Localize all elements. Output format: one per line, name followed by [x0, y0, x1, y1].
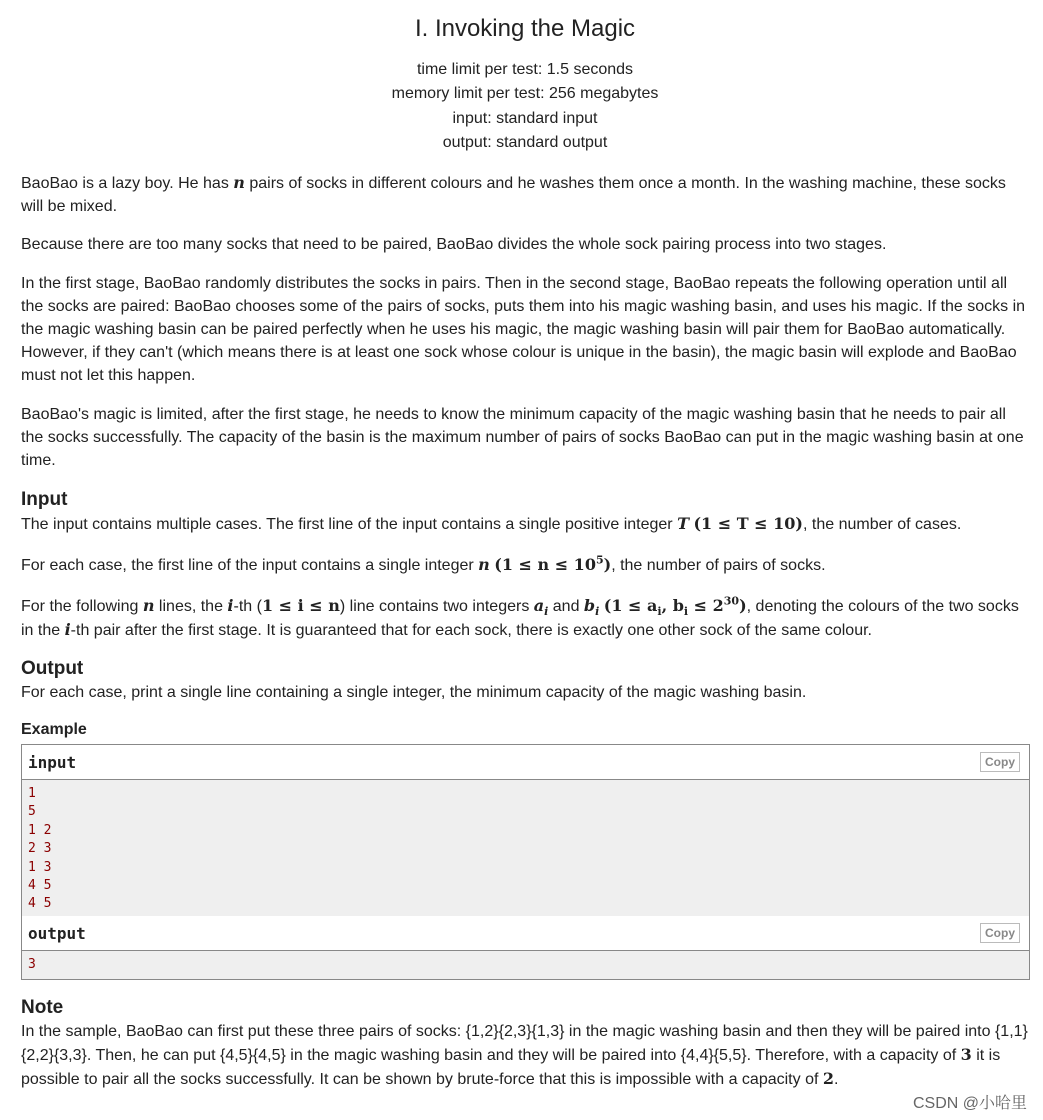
- input-paragraph-3: For the following n lines, the i-th (1 ≤ i ≤ n) line contains two integers $a_i$ and $b_i$ ($1 \le a_i$, $b_i \le 2^{30}$), denoting the colours of the two socks in the i-th pair after the first stage. It is guaranteed that for each sock, there is exactly one other sock of the same colour.: [21, 594, 1019, 639]
- statement-paragraph-1: BaoBao is a lazy boy. He has n pairs of socks in different colours and he washes them once a month. In the washing machine, these socks will be mixed.: [21, 173, 1006, 215]
- statement-paragraph-4: BaoBao's magic is limited, after the first stage, he needs to know the minimum capacity of the magic washing basin that he needs to pair all the socks successfully. The capacity of the basin is the maximum number of pairs of socks BaoBao can put in the magic washing basin at one time.: [21, 406, 1024, 469]
- problem-limits: [21, 58, 1029, 155]
- input-line: 2 3: [28, 841, 52, 857]
- copy-output-button[interactable]: Copy: [980, 923, 1020, 943]
- csdn-watermark: CSDN @小哈里: [912, 1095, 1027, 1112]
- output-section: [21, 657, 1029, 704]
- note-header: Note: [21, 997, 64, 1018]
- example-header: Example: [21, 721, 87, 738]
- input-line: 5: [28, 804, 36, 820]
- input-line: 1 3: [28, 859, 52, 875]
- output-text: For each case, print a single line containing a single integer, the minimum capacity of the magic washing basin.: [21, 684, 807, 701]
- input-spec: input: standard input: [452, 109, 598, 127]
- input-line: 4 5: [28, 896, 52, 912]
- input-paragraph-2: For each case, the first line of the input contains a single integer n $(1 \le n \le 10^5)$, the number of pairs of socks.: [21, 553, 826, 574]
- example-input-label: input: [28, 753, 77, 772]
- problem-title: I. Invoking the Magic: [414, 15, 636, 42]
- input-header: Input: [21, 489, 68, 510]
- output-line: 3: [28, 957, 36, 972]
- copy-input-button[interactable]: Copy: [980, 752, 1020, 772]
- note-section: Note In the sample, BaoBao can first put these three pairs of socks: {1,2}{2,3}{1,3} in the magic washing basin and then they will be paired into {1,1}{2,2}{3,3}. Then, he can put {4,5}{4,5} in the magic washing basin and they will be paired into {4,4}{5,5}. Therefore, with a capacity of 3 it is possible to pair all the socks successfully. It can be shown by brute-force that this is impossible with a capacity of 2.: [21, 997, 1028, 1088]
- example-output-content: [22, 951, 1029, 979]
- time-limit: time limit per test: 1.5 seconds: [416, 61, 634, 78]
- input-section: Input The input contains multiple cases. The first line of the input contains a single positive integer T (1 ≤ T ≤ 10), the number of cases.: [21, 488, 1029, 536]
- output-header: Output: [21, 658, 84, 679]
- example-output-box: [21, 916, 1030, 980]
- example-output-label: output: [28, 924, 86, 943]
- example-input-box: [21, 744, 1030, 920]
- statement-paragraph-2: Because there are too many socks that need to be paired, BaoBao divides the whole sock pairing process into two stages.: [21, 236, 887, 253]
- example-input-content: [22, 780, 1029, 919]
- output-spec: output: standard output: [442, 133, 608, 151]
- input-line: 1 2: [28, 822, 52, 838]
- input-line: 4 5: [28, 877, 52, 893]
- input-line: 1: [28, 786, 36, 801]
- memory-limit: memory limit per test: 256 megabytes: [391, 85, 659, 103]
- statement-paragraph-3: In the first stage, BaoBao randomly distributes the socks in pairs. Then in the second stage, BaoBao repeats the following operation until all the socks are paired: BaoBao chooses some of the pairs of socks, puts them into his magic washing basin, and uses his magic. If the socks in the magic washing basin can be paired perfectly when he uses his magic, the magic washing basin will pair them for BaoBao automatically. However, if they can't (which means there is at least one sock whose colour is unique in the basin), the magic basin will explode and BaoBao must not let this happen.: [21, 275, 1026, 384]
